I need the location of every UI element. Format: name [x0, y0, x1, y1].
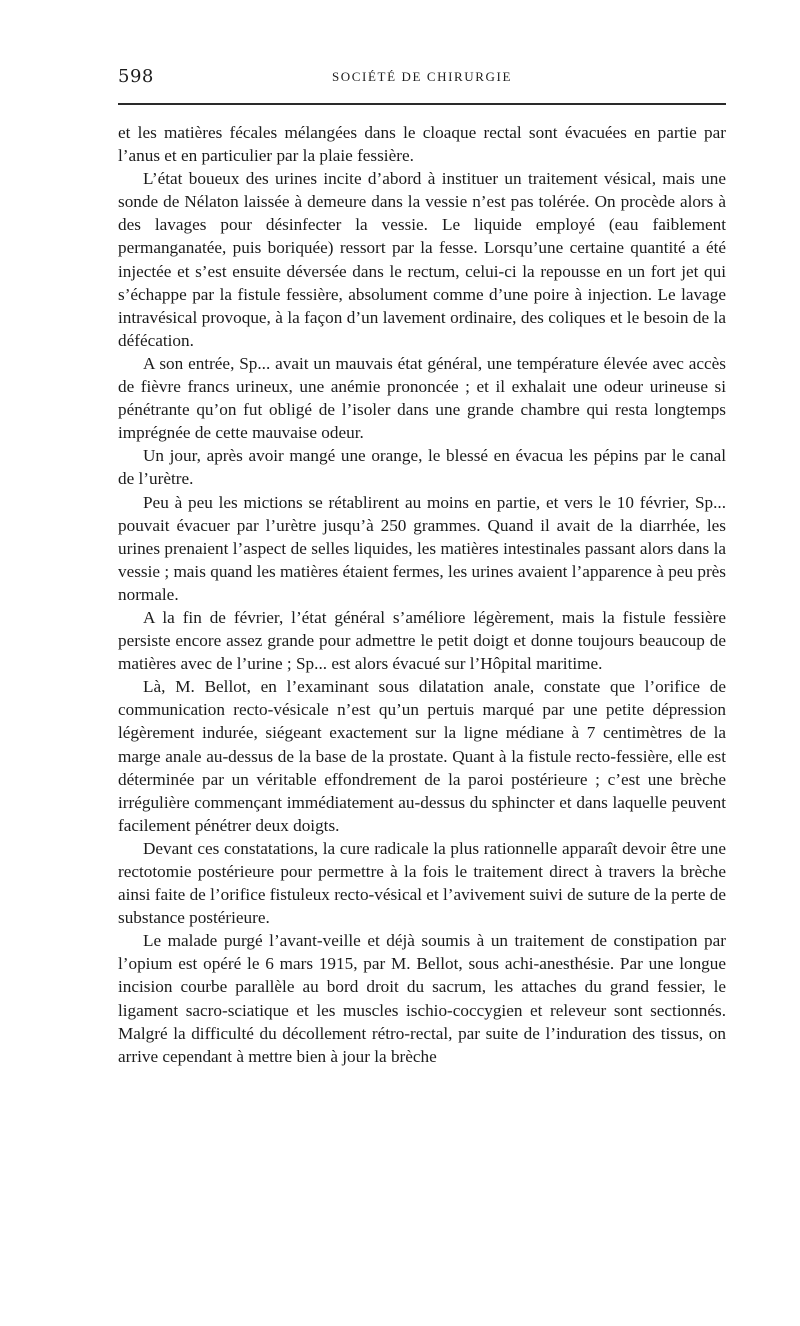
body-text [118, 121, 726, 1068]
paragraph-continued: et les matières fécales mélangées dans le cloaque rectal sont évacuées en partie par l’anus et en particulier par la plaie fessière. [118, 123, 726, 166]
paragraph: A son entrée, Sp... avait un mauvais état général, une température élevée avec accès de fièvre francs urineux, une anémie prononcée ; et il exhalait une odeur urineuse si pénétrante qu’on fut obligé de l’isoler dans une grande chambre qui resta longtemps imprégnée de cette mauvaise odeur. [118, 353, 726, 443]
paragraph: Peu à peu les mictions se rétablirent au moins en partie, et vers le 10 février, Sp... pouvait évacuer par l’urètre jusqu’à 250 grammes. Quand il avait de la diarrhée, les urines prenaient l’aspect de selles liquides, les matières intestinales passant alors dans la vessie ; mais quand les matières étaient fermes, les urines avaient l’apparence à peu près normale. [118, 492, 726, 604]
page-number: 598 [118, 66, 154, 87]
paragraph: L’état boueux des urines incite d’abord à instituer un traitement vésical, mais une sonde de Nélaton laissée à demeure dans la vessie n’est pas tolérée. On procède alors à des lavages pour désinfecter la vessie. Le liquide employé (eau faiblement permanganatée, puis boriquée) ressort par la fesse. Lorsqu’une certaine quantité a été injectée et s’est ensuite déversée dans le rectum, celui-ci la repousse en un fort jet qui s’échappe par la fistule fessière, absolument comme d’une poire à injection. Le lavage intravésical provoque, à la façon d’un lavement ordinaire, des coliques et le besoin de la défécation. [118, 169, 726, 350]
paragraph: Là, M. Bellot, en l’examinant sous dilatation anale, constate que l’orifice de communication recto-vésicale n’est qu’un pertuis marqué par une petite dépression légèrement indurée, siégeant exactement sur la ligne médiane à 7 centimètres de la marge anale au-dessus de la base de la prostate. Quant à la fistule recto-fessière, elle est déterminée par un véritable effondrement de la paroi postérieure ; c’est une brèche irrégulière commençant immédiatement au-dessus du sphincter et dans laquelle peuvent facilement pénétrer deux doigts. [118, 677, 726, 835]
paragraph: Devant ces constatations, la cure radicale la plus rationnelle apparaît devoir être une rectotomie postérieure pour permettre à la fois le traitement direct à travers la brèche ainsi faite de l’orifice fistuleux recto-vésical et l’avivement suivi de suture de la perte de substance postérieure. [118, 838, 726, 928]
header-rule [118, 103, 726, 105]
page-header [118, 64, 726, 92]
paragraph: Le malade purgé l’avant-veille et déjà soumis à un traitement de constipation par l’opium est opéré le 6 mars 1915, par M. Bellot, sous achi-anesthésie. Par une longue incision courbe parallèle au bord droit du sacrum, les attaches du grand fessier, le ligament sacro-sciatique et les muscles ischio-coccygien et releveur sont sectionnés. Malgré la difficulté du décollement rétro-rectal, par suite de l’induration des tissus, on arrive cependant à mettre bien à jour la brèche [118, 931, 726, 1066]
paragraph: Un jour, après avoir mangé une orange, le blessé en évacua les pépins par le canal de l’urètre. [118, 446, 726, 489]
paragraph: A la fin de février, l’état général s’améliore légèrement, mais la fistule fessière persiste encore assez grande pour admettre le petit doigt et donne toujours beaucoup de matières avec de l’urine ; Sp... est alors évacué sur l’Hôpital maritime. [118, 607, 726, 674]
running-title: SOCIÉTÉ DE CHIRURGIE [331, 69, 513, 84]
